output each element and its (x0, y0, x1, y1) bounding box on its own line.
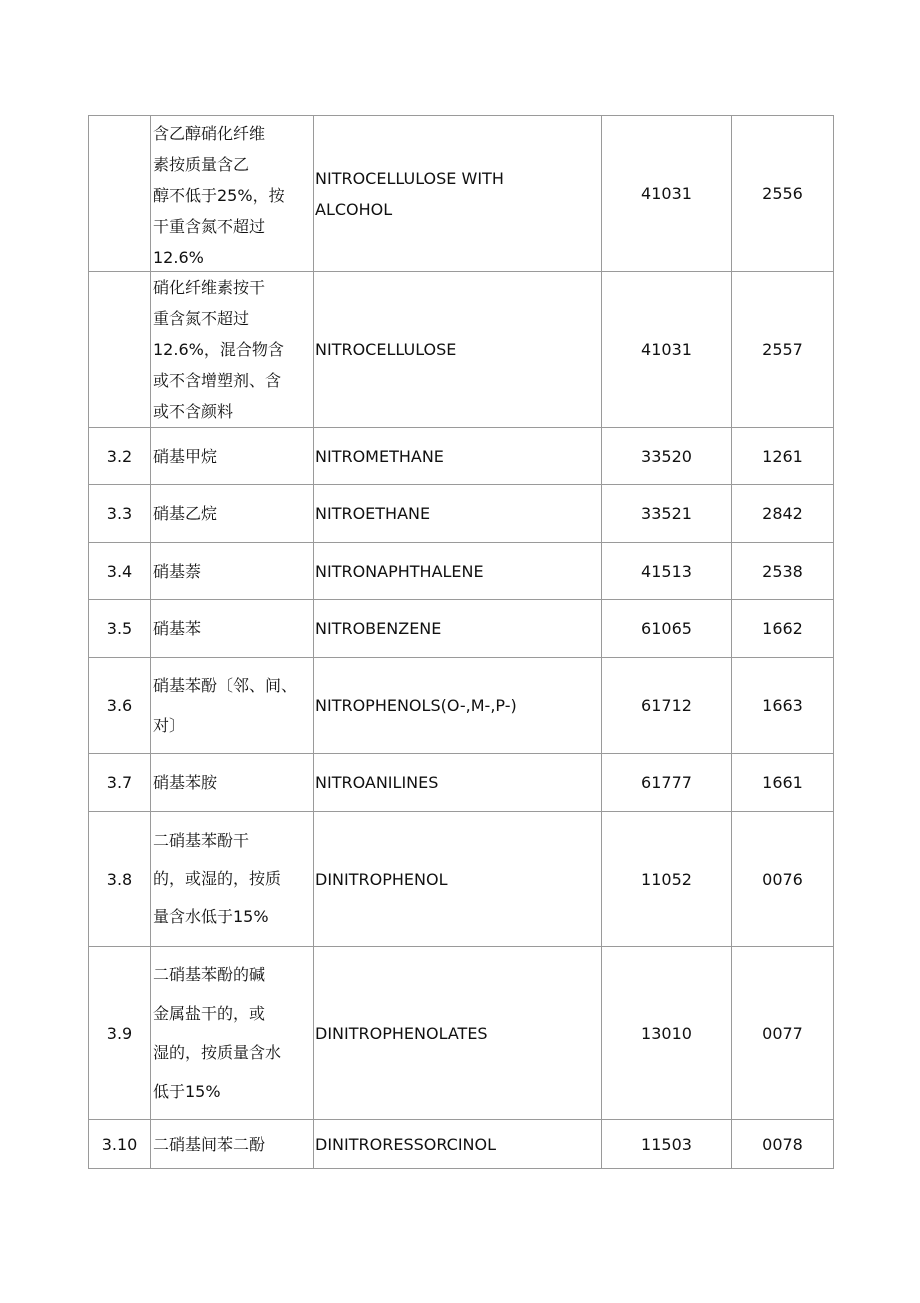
chinese-name-line: 含乙醇硝化纤维 (153, 123, 266, 143)
chinese-name (151, 543, 314, 600)
chinese-name (151, 1120, 314, 1169)
chinese-name-line: 的，或湿的，按质 (153, 869, 282, 888)
english-name (314, 116, 602, 272)
chinese-name (151, 485, 314, 543)
un-number: 1261 (732, 428, 834, 485)
english-name: NITROETHANE (314, 485, 602, 543)
chinese-name-line: 12.6%，混合物含 (153, 340, 284, 359)
chinese-name (151, 754, 314, 812)
table-row (89, 428, 834, 485)
english-name: NITROPHENOLS(O-,M-,P-) (314, 658, 602, 754)
chinese-name-line: 或不含颜料 (153, 402, 234, 421)
item-number: 3.9 (89, 947, 151, 1120)
chemical-table (88, 115, 834, 1169)
chinese-name-line: 二硝基苯酚干 (153, 831, 250, 850)
item-number: 3.7 (89, 754, 151, 812)
un-number: 0076 (732, 812, 834, 947)
chinese-name-line: 素按质量含乙 (153, 154, 250, 174)
chinese-name (151, 116, 314, 272)
chinese-name-line: 低于15% (153, 1082, 221, 1101)
chinese-name (151, 812, 314, 947)
table-row (89, 272, 834, 428)
chinese-name-line: 醇不低于25%，按 (153, 185, 285, 205)
un-number: 2538 (732, 543, 834, 600)
un-number: 1663 (732, 658, 834, 754)
chinese-name-line: 或不含增塑剂、含 (153, 371, 282, 390)
chinese-name-line: 硝基苯酚〔邻、间、 (153, 675, 298, 695)
english-name: NITRONAPHTHALENE (314, 543, 602, 600)
chinese-name-line: 金属盐干的，或 (153, 1004, 266, 1023)
un-number: 0077 (732, 947, 834, 1120)
item-number: 3.10 (89, 1120, 151, 1169)
chinese-name-line: 硝基乙烷 (153, 504, 218, 523)
danger-code: 13010 (602, 947, 732, 1120)
table-row (89, 812, 834, 947)
danger-code: 33520 (602, 428, 732, 485)
un-number: 1662 (732, 600, 834, 658)
chinese-name-line: 干重含氮不超过 (153, 216, 266, 236)
danger-code: 11052 (602, 812, 732, 947)
chinese-name-line: 硝基苯 (153, 619, 202, 638)
english-name: NITROBENZENE (314, 600, 602, 658)
table-row (89, 543, 834, 600)
table-row (89, 485, 834, 543)
danger-code: 41513 (602, 543, 732, 600)
table-row (89, 116, 834, 272)
chinese-name-line: 湿的，按质量含水 (153, 1043, 282, 1062)
un-number: 0078 (732, 1120, 834, 1169)
un-number: 2557 (732, 272, 834, 428)
danger-code: 33521 (602, 485, 732, 543)
chinese-name-line: 硝化纤维素按干 (153, 278, 266, 297)
item-number: 3.3 (89, 485, 151, 543)
table-row (89, 754, 834, 812)
item-number: 3.6 (89, 658, 151, 754)
english-name-part: NITROCELLULOSE (315, 168, 457, 188)
item-number: 3.5 (89, 600, 151, 658)
chinese-name-line: 二硝基苯酚的碱 (153, 965, 266, 984)
english-name: NITROMETHANE (314, 428, 602, 485)
item-number: 3.2 (89, 428, 151, 485)
table-row (89, 947, 834, 1120)
item-number (89, 272, 151, 428)
danger-code: 61065 (602, 600, 732, 658)
danger-code: 61712 (602, 658, 732, 754)
chinese-name-line: 对〕 (153, 715, 186, 735)
table-row (89, 658, 834, 754)
english-name: DINITROPHENOLATES (314, 947, 602, 1120)
item-number (89, 116, 151, 272)
chinese-name (151, 428, 314, 485)
chinese-name-line: 重含氮不超过 (153, 309, 250, 328)
table-row (89, 1120, 834, 1169)
chinese-name-line: 量含水低于15% (153, 907, 269, 926)
chinese-name-line: 硝基萘 (153, 561, 202, 581)
item-number: 3.8 (89, 812, 151, 947)
chinese-name (151, 947, 314, 1120)
english-name-part: WITH (461, 168, 504, 188)
english-name-part: ALCOHOL (315, 199, 393, 219)
english-name: NITROCELLULOSE (314, 272, 602, 428)
chinese-name-line: 硝基甲烷 (153, 446, 218, 466)
english-name: DINITRORESSORCINOL (314, 1120, 602, 1169)
danger-code: 41031 (602, 272, 732, 428)
danger-code: 11503 (602, 1120, 732, 1169)
chinese-name (151, 272, 314, 428)
chinese-name (151, 658, 314, 754)
danger-code: 61777 (602, 754, 732, 812)
un-number: 1661 (732, 754, 834, 812)
chinese-name (151, 600, 314, 658)
table-row (89, 600, 834, 658)
danger-code: 41031 (602, 116, 732, 272)
chinese-name-line: 二硝基间苯二酚 (153, 1134, 266, 1154)
un-number: 2842 (732, 485, 834, 543)
chinese-name-line: 硝基苯胺 (153, 773, 218, 792)
english-name: NITROANILINES (314, 754, 602, 812)
un-number: 2556 (732, 116, 834, 272)
chinese-name-line: 12.6% (153, 247, 204, 267)
item-number: 3.4 (89, 543, 151, 600)
english-name: DINITROPHENOL (314, 812, 602, 947)
